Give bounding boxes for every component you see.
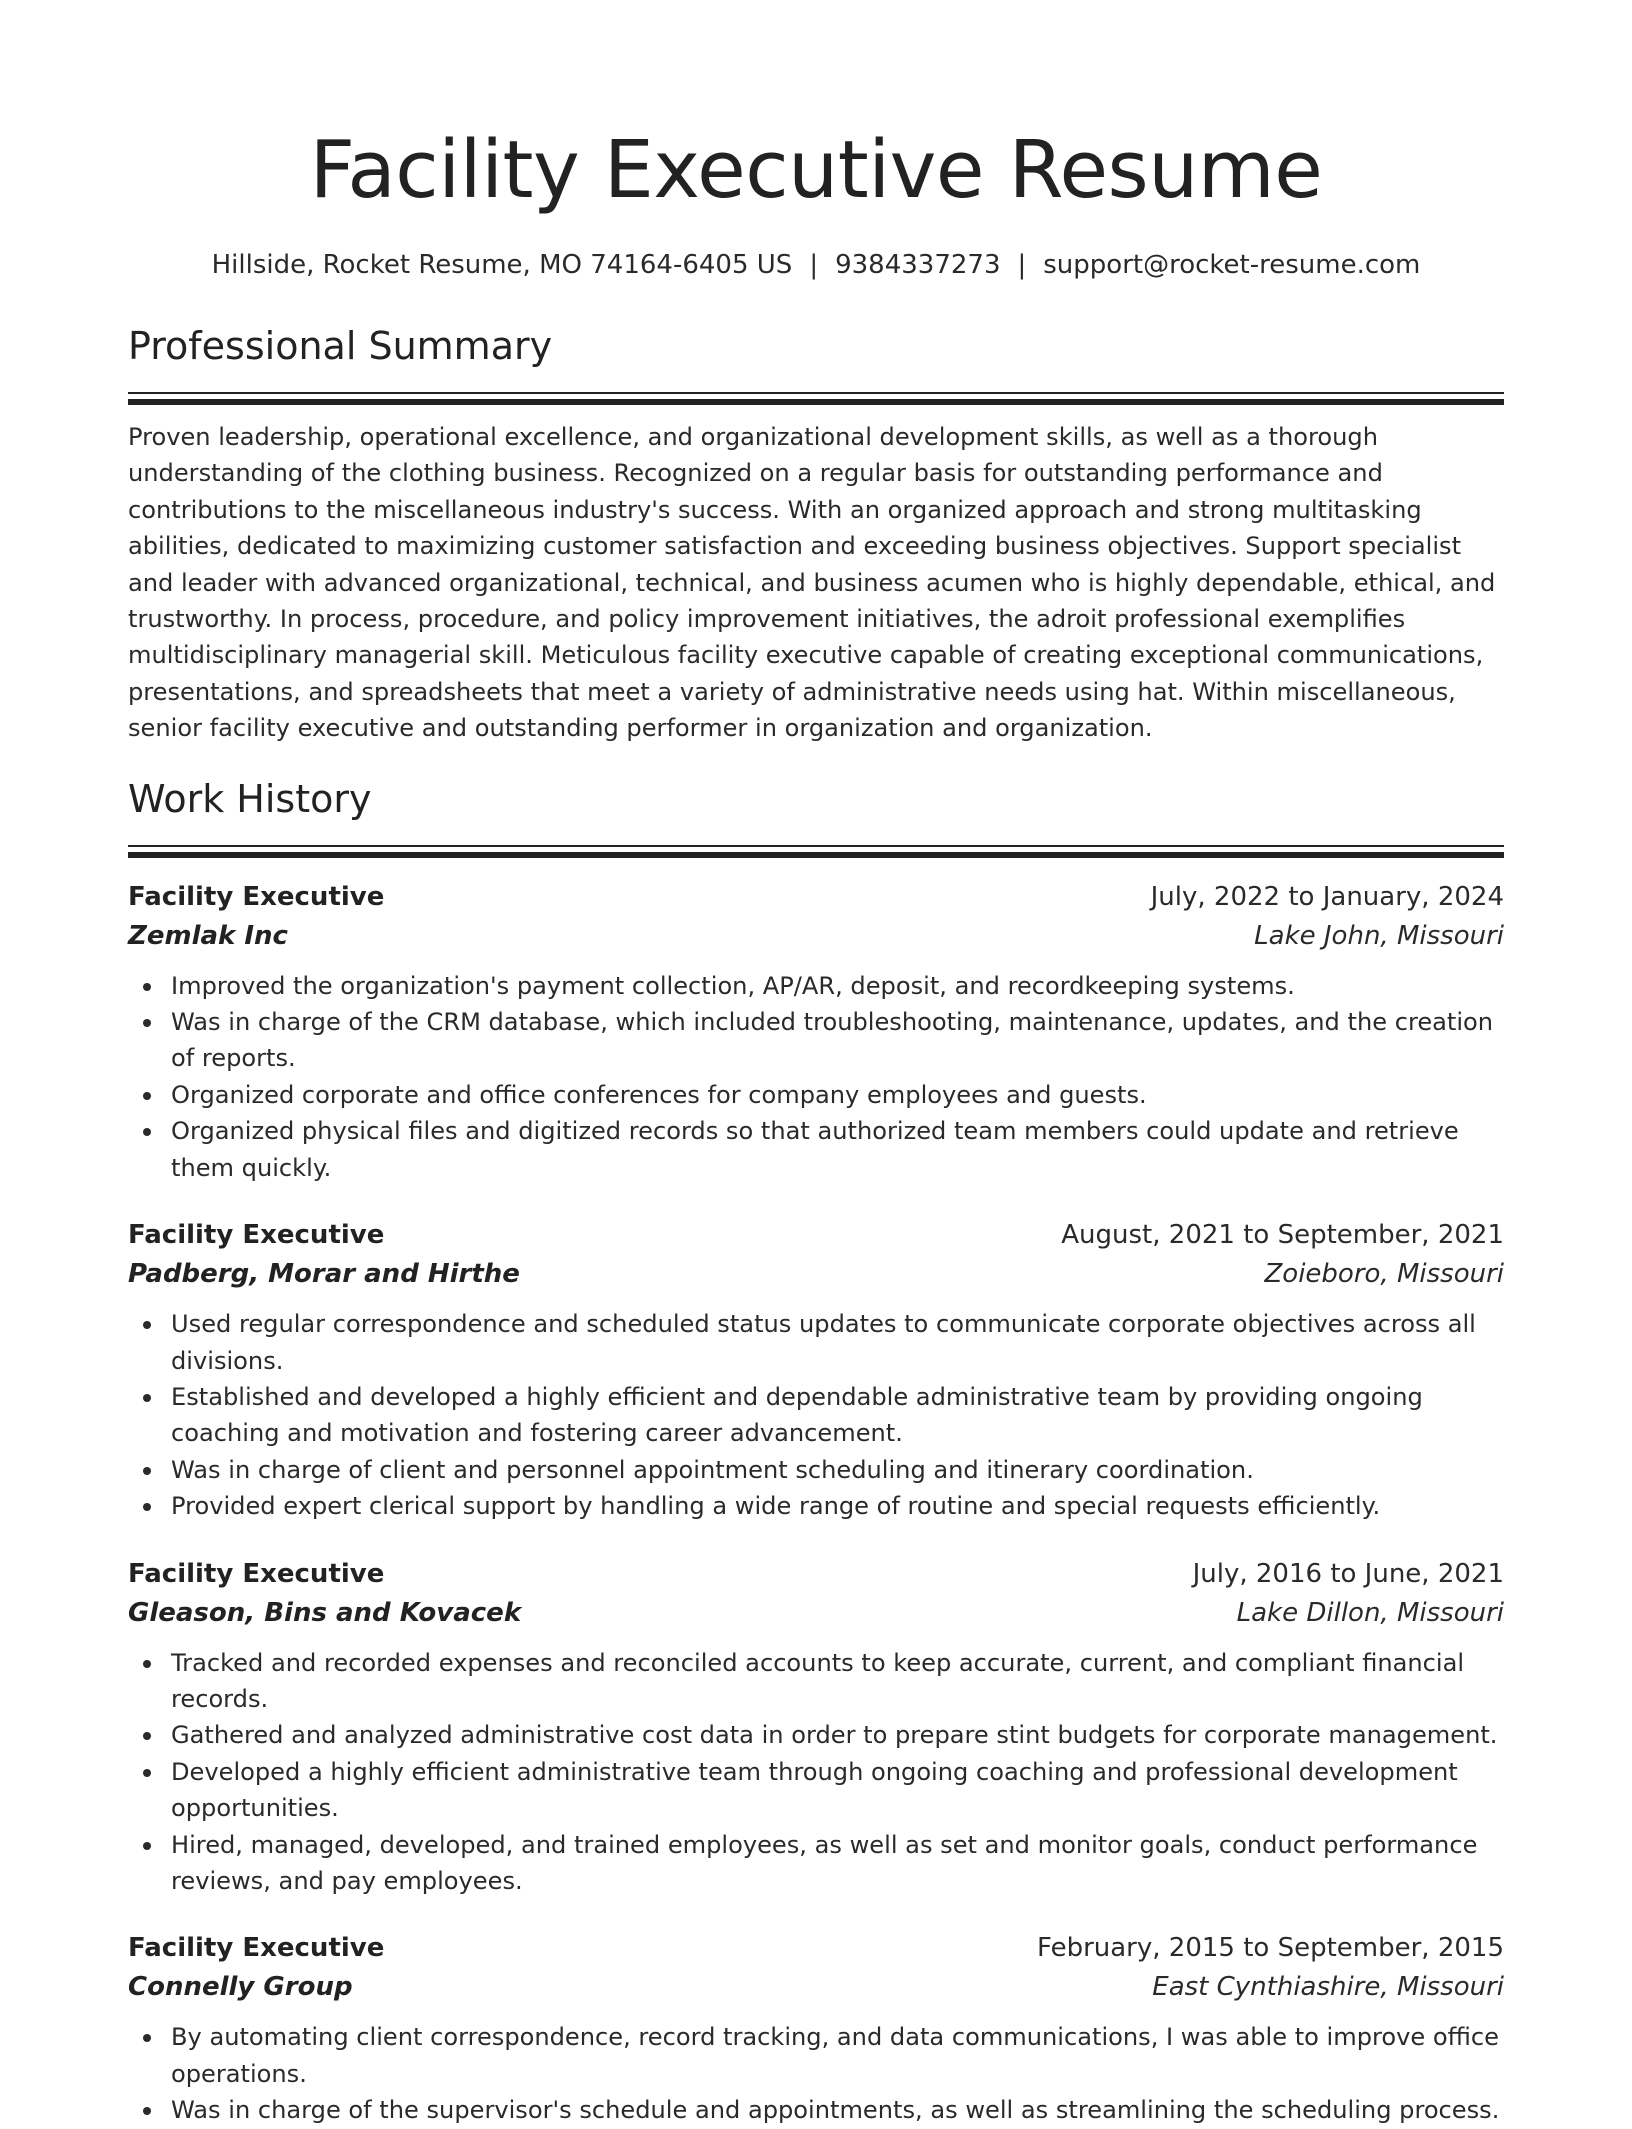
job-header-row: [128, 878, 1504, 917]
section-heading-summary: Professional Summary: [128, 324, 553, 368]
job-entry: [128, 1555, 1504, 1900]
job-entry: [128, 1216, 1504, 1524]
job-bullet-list: [128, 1645, 1504, 1900]
job-location: Lake Dillon, Missouri: [1236, 1597, 1504, 1628]
contact-line: [128, 248, 1504, 282]
job-company: Connelly Group: [128, 1972, 353, 2003]
job-company-row: [128, 1968, 1504, 2007]
job-company: Gleason, Bins and Kovacek: [128, 1597, 522, 1628]
job-bullet: By automating client correspondence, record tracking, and data communications, I was able to improve office operations.: [171, 2019, 1504, 2092]
work-history-section: [128, 775, 1504, 2129]
job-bullet: Used regular correspondence and scheduled status updates to communicate corporate objectives across all divisions.: [171, 1306, 1504, 1379]
job-bullet-list: [128, 2019, 1504, 2128]
job-header-row: [128, 1929, 1504, 1968]
job-title: Facility Executive: [128, 1933, 385, 1964]
job-location: Lake John, Missouri: [1254, 920, 1504, 951]
job-bullet: Was in charge of client and personnel appointment scheduling and itinerary coordination.: [171, 1452, 1504, 1488]
professional-summary-section: [128, 322, 1504, 747]
job-company-row: [128, 917, 1504, 956]
job-bullet: Tracked and recorded expenses and reconciled accounts to keep accurate, current, and compliant financial records.: [171, 1645, 1504, 1718]
job-entry: [128, 878, 1504, 1186]
job-dates: February, 2015 to September, 2015: [1037, 1933, 1504, 1964]
job-title: Facility Executive: [128, 1220, 385, 1251]
contact-address: Hillside, Rocket Resume, MO 74164-6405 US: [211, 250, 793, 280]
job-bullet: Organized physical files and digitized records so that authorized team members could update and retrieve them quickly.: [171, 1113, 1504, 1186]
job-location: East Cynthiashire, Missouri: [1152, 1972, 1504, 2003]
job-bullet: Provided expert clerical support by handling a wide range of routine and special requests efficiently.: [171, 1488, 1504, 1524]
resume-title: Facility Executive Resume: [309, 124, 1323, 216]
job-bullet-list: [128, 1306, 1504, 1524]
job-title: Facility Executive: [128, 1558, 385, 1589]
contact-separator: |: [809, 250, 819, 280]
job-bullet: Gathered and analyzed administrative cost data in order to prepare stint budgets for corporate management.: [171, 1717, 1504, 1753]
job-header-row: [128, 1216, 1504, 1255]
job-title: Facility Executive: [128, 881, 385, 912]
job-company-row: [128, 1594, 1504, 1633]
section-rule-thick: [128, 852, 1504, 858]
job-location: Zoieboro, Missouri: [1264, 1259, 1504, 1290]
job-dates: July, 2022 to January, 2024: [1150, 881, 1504, 912]
job-bullet: Established and developed a highly efficient and dependable administrative team by providing ongoing coaching and motivation and fostering career advancement.: [171, 1379, 1504, 1452]
job-bullet: Hired, managed, developed, and trained employees, as well as set and monitor goals, conduct performance reviews, and pay employees.: [171, 1827, 1504, 1900]
contact-email: support@rocket-resume.com: [1043, 250, 1421, 280]
job-dates: July, 2016 to June, 2021: [1192, 1558, 1504, 1589]
job-dates: August, 2021 to September, 2021: [1061, 1220, 1504, 1251]
section-rule-thick: [128, 399, 1504, 405]
job-company: Padberg, Morar and Hirthe: [128, 1259, 520, 1290]
job-company: Zemlak Inc: [128, 920, 288, 951]
contact-separator: |: [1017, 250, 1027, 280]
summary-text: Proven leadership, operational excellence, and organizational development skills, as well as a thorough understanding of the clothing business. Recognized on a regular basis for outstanding performance and contributions to the miscellaneous industry's success. With an organized approach and strong multitasking abilities, dedicated to maximizing customer satisfaction and exceeding business objectives. Support specialist and leader with advanced organizational, technical, and business acumen who is highly dependable, ethical, and trustworthy. In process, procedure, and policy improvement initiatives, the adroit professional exemplifies multidisciplinary managerial skill. Meticulous facility executive capable of creating exceptional communications, presentations, and spreadsheets that meet a variety of administrative needs using hat. Within miscellaneous, senior facility executive and outstanding performer in organization and organization.: [128, 423, 1496, 743]
job-bullet: Was in charge of the supervisor's schedule and appointments, as well as streamlining the scheduling process.: [171, 2092, 1504, 2128]
job-header-row: [128, 1555, 1504, 1594]
job-bullet: Developed a highly efficient administrative team through ongoing coaching and professional development opportunities.: [171, 1754, 1504, 1827]
job-entry: [128, 1929, 1504, 2128]
section-heading-work: Work History: [128, 776, 372, 821]
resume-page: [128, 118, 1504, 2129]
job-bullet: Organized corporate and office conferences for company employees and guests.: [171, 1077, 1504, 1113]
contact-phone: 9384337273: [835, 250, 1001, 280]
job-bullet-list: [128, 968, 1504, 1186]
job-company-row: [128, 1255, 1504, 1294]
job-bullet: Was in charge of the CRM database, which included troubleshooting, maintenance, updates, and the creation of reports.: [171, 1004, 1504, 1077]
section-rule: [128, 845, 1504, 847]
section-rule: [128, 392, 1504, 394]
job-bullet: Improved the organization's payment collection, AP/AR, deposit, and recordkeeping systems.: [171, 968, 1504, 1004]
